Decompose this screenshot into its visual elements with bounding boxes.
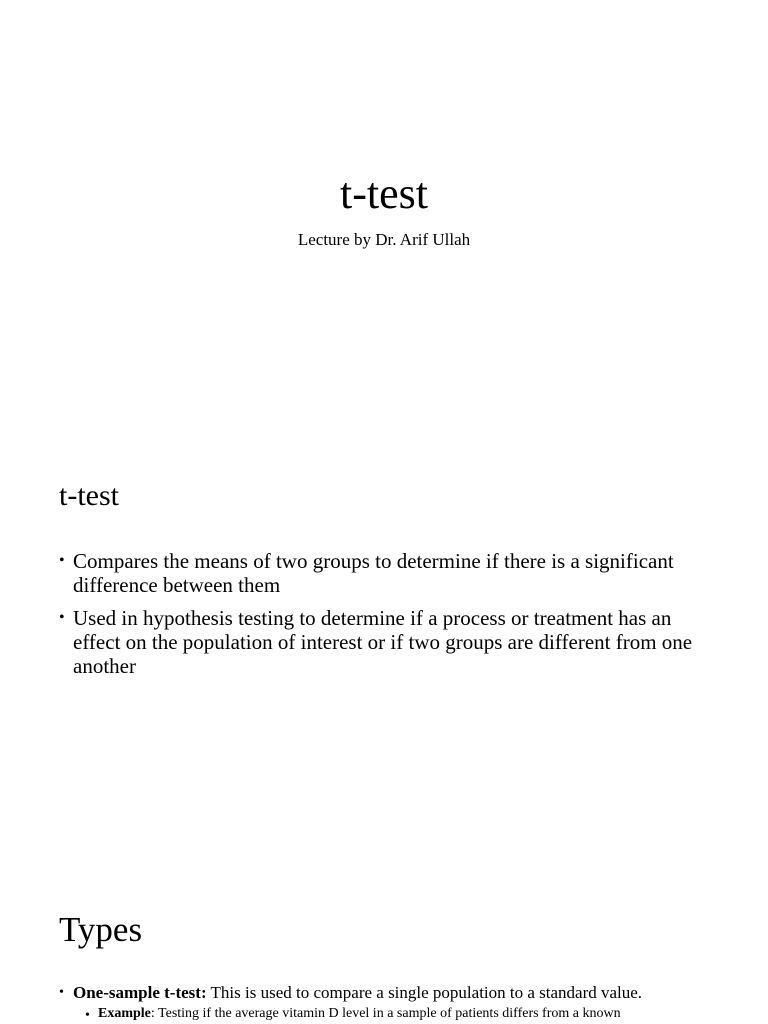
slide-heading: t-test [59,479,119,512]
sub-bullet-text: : Testing if the average vitamin D level in a sample of patients differs from a known [150,1006,621,1021]
bullet-icon: • [59,552,65,569]
bullet-list [59,549,719,687]
bullet-item [59,549,719,597]
slide-heading: Types [59,910,143,949]
bullet-list [59,982,719,1024]
bullet-text: Used in hypothesis testing to determine if a process or treatment has an effect on the population of interest or if two groups are different from one another [73,606,693,678]
types-slide [0,864,768,1024]
bullet-text: This is used to compare a single population to a standard value. [206,983,643,1002]
bullet-item [59,982,719,1023]
sub-bullet-item [85,1005,719,1023]
bullet-icon: • [59,985,64,1000]
bullet-icon: • [85,1008,90,1023]
slide-subtitle: Lecture by Dr. Arif Ullah [297,230,471,249]
intro-slide [0,432,768,864]
bullet-icon: • [59,609,65,626]
slide-title: t-test [340,169,428,218]
title-slide [0,0,768,432]
bullet-text: Compares the means of two groups to determine if there is a significant difference between them [73,549,674,597]
bullet-term: One-sample t-test: [73,983,207,1002]
bullet-item [59,606,719,678]
sub-bullet-term: Example [98,1006,151,1021]
sub-bullet-list [73,1005,719,1023]
